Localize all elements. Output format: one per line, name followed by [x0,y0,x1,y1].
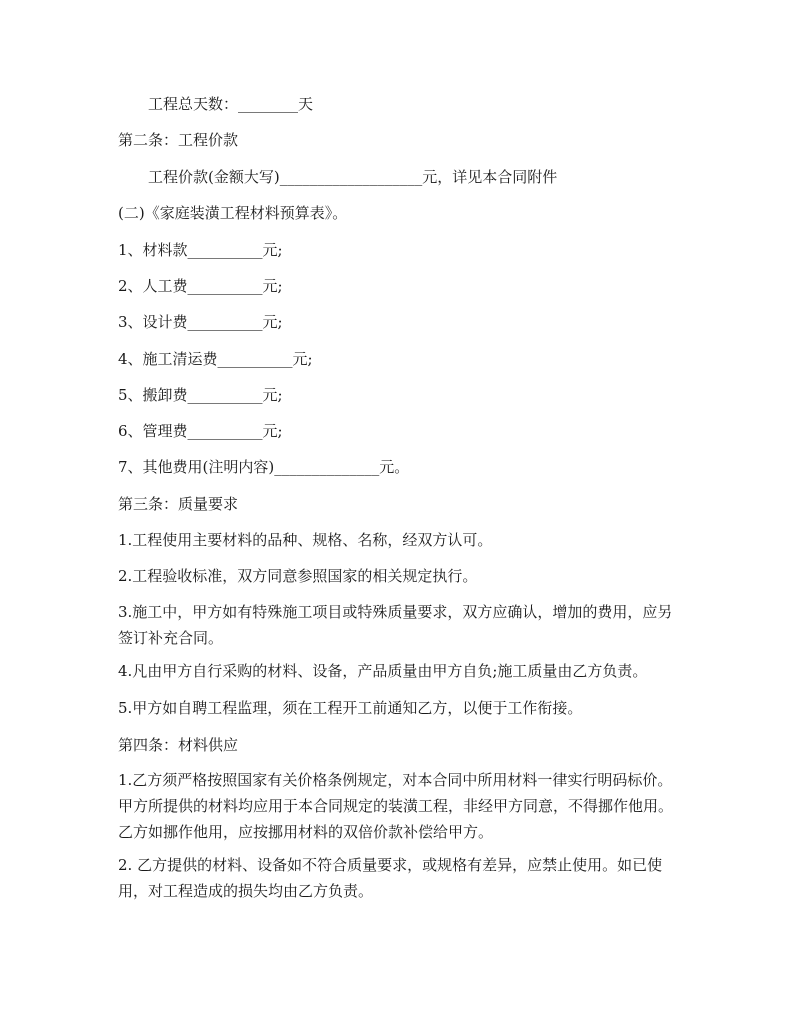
quality-item-5: 5.甲方如自聘工程监理，须在工程开工前通知乙方，以便于工作衔接。 [118,699,583,717]
supply-item-1: 1.乙方须严格按照国家有关价格条例规定，对本合同中所用材料一律实行明码标价。甲方所提供的材料均应用于本合同规定的装潢工程，非经甲方同意，不得挪作他用。乙方如挪作他用，应按挪用材料的双倍价款补偿给甲方。 [118,771,674,841]
budget-table-line: (二)《家庭装潢工程材料预算表》。 [118,204,348,222]
supply-item-2: 2. 乙方提供的材料、设备如不符合质量要求，或规格有差异，应禁止使用。如已使用，对工程造成的损失均由乙方负责。 [118,856,663,900]
design-fee-line: 3、设计费__________元; [118,313,283,331]
management-fee-line: 6、管理费__________元; [118,422,283,440]
labor-fee-line: 2、人工费__________元; [118,277,283,295]
other-fee-line: 7、其他费用(注明内容)______________元。 [118,458,410,476]
quality-item-4: 4.凡由甲方自行采购的材料、设备，产品质量由甲方自负;施工质量由乙方负责。 [118,662,648,680]
cleanup-fee-line: 4、施工清运费__________元; [118,350,313,368]
quality-item-2: 2.工程验收标准，双方同意参照国家的相关规定执行。 [118,567,478,585]
quality-item-3: 3.施工中，甲方如有特殊施工项目或特殊质量要求，双方应确认，增加的费用，应另签订补充合同。 [118,603,673,647]
project-price-line: 工程价款(金额大写)___________________元，详见本合同附件 [148,168,558,186]
material-fee-line: 1、材料款__________元; [118,241,283,259]
article-2-heading: 第二条：工程价款 [118,131,239,149]
article-4-heading: 第四条：材料供应 [118,736,239,754]
quality-item-1: 1.工程使用主要材料的品种、规格、名称，经双方认可。 [118,531,493,549]
article-3-heading: 第三条：质量要求 [118,495,239,513]
handling-fee-line: 5、搬卸费__________元; [118,386,283,404]
total-days-line: 工程总天数：________天 [148,95,314,113]
